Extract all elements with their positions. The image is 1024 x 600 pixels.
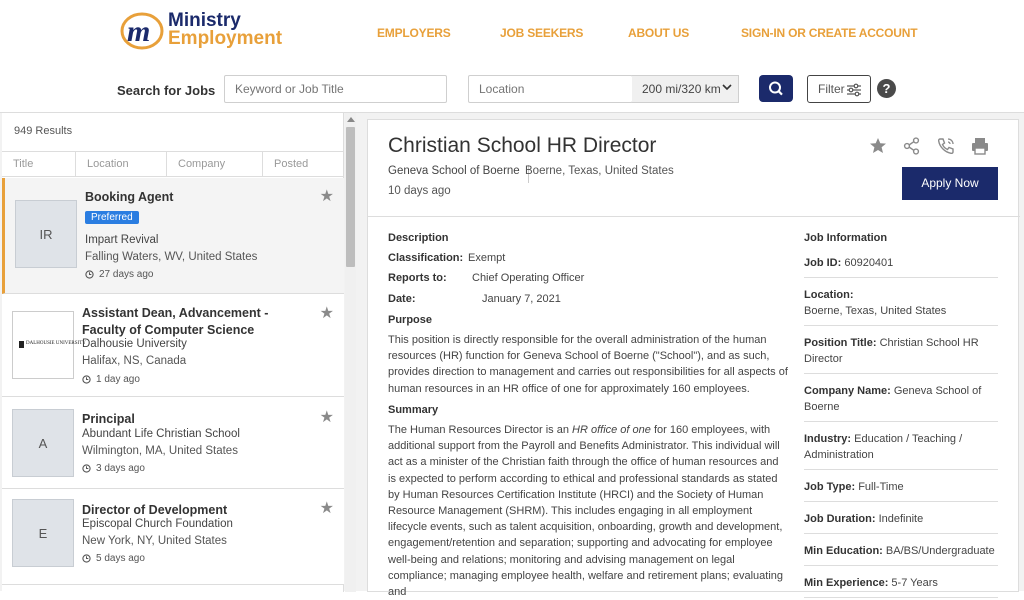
- job-title: Director of Development: [82, 503, 228, 517]
- job-age: 3 days ago: [96, 463, 145, 474]
- svg-text:m: m: [127, 15, 151, 48]
- info-min-experience: Min Experience: 5-7 Years: [804, 566, 998, 598]
- location-input[interactable]: [468, 75, 633, 103]
- star-icon[interactable]: ★: [319, 188, 334, 205]
- info-company-name: Company Name: Geneva School of Boerne: [804, 374, 998, 422]
- job-location: Halifax, NS, Canada: [82, 355, 187, 367]
- job-info-heading: Job Information: [804, 232, 888, 244]
- dalhousie-logo: [12, 311, 86, 379]
- job-company: Episcopal Church Foundation: [82, 518, 233, 530]
- date-label: Date:: [388, 292, 416, 305]
- job-company: Impart Revival: [85, 234, 159, 246]
- nav-employers[interactable]: EMPLOYERS: [377, 26, 451, 40]
- job-card[interactable]: [2, 489, 344, 585]
- search-button[interactable]: [759, 75, 793, 102]
- job-title: Principal: [82, 412, 135, 426]
- results-columns: [2, 151, 344, 177]
- info-position-title: Position Title: Christian School HR Director: [804, 326, 998, 374]
- job-actions: [868, 136, 1004, 156]
- clock-icon: [82, 554, 91, 563]
- job-card[interactable]: [2, 294, 344, 397]
- col-title[interactable]: Title: [2, 152, 76, 176]
- company-initials-avatar: A: [12, 409, 74, 477]
- job-title: Booking Agent: [85, 190, 174, 204]
- company-initials-avatar: IR: [15, 200, 77, 268]
- job-detail: [367, 119, 1019, 599]
- job-detail-title: Christian School HR Director: [388, 134, 657, 157]
- radius-select[interactable]: [632, 75, 739, 103]
- job-company: Dalhousie University: [82, 338, 187, 350]
- site-header: [0, 0, 1024, 66]
- nav-job-seekers[interactable]: JOB SEEKERS: [500, 26, 584, 40]
- info-job-type: Job Type: Full-Time: [804, 470, 998, 502]
- job-description: [388, 230, 788, 600]
- phone-icon[interactable]: [936, 136, 960, 156]
- job-company: Abundant Life Christian School: [82, 428, 240, 440]
- filter-button[interactable]: [807, 75, 871, 103]
- info-job-id: Job ID: 60920401: [804, 246, 998, 278]
- purpose-text: This position is directly responsible for the overall administration of the human resources (HR) function for Geneva School of Boerne ("School"), and as such, provides direction to management and carries out responsibilities for all aspects of human resources in an HR office of one for approximately 160 employees.: [388, 334, 788, 395]
- info-job-duration: Job Duration: Indefinite: [804, 502, 998, 534]
- reports-to-label: Reports to:: [388, 272, 447, 285]
- info-location: Location: Boerne, Texas, United States: [804, 278, 998, 326]
- nav-sign-in[interactable]: SIGN-IN OR CREATE ACCOUNT: [741, 26, 918, 40]
- col-company[interactable]: Company: [167, 152, 263, 176]
- results-list: [2, 113, 344, 592]
- sliders-icon: [847, 84, 861, 96]
- job-detail-company[interactable]: Geneva School of Boerne: [388, 165, 529, 183]
- job-information: [804, 230, 998, 598]
- job-location: New York, NY, United States: [82, 535, 227, 547]
- classification-label: Classification:: [388, 252, 464, 265]
- logo-text: DALHOUSIE UNIVERSITY: [26, 341, 86, 346]
- job-age: 27 days ago: [99, 269, 154, 280]
- logo-line2: Employment: [168, 28, 283, 49]
- job-detail-location: Boerne, Texas, United States: [525, 165, 674, 177]
- col-posted[interactable]: Posted: [274, 158, 309, 170]
- summary-heading: Summary: [388, 403, 439, 416]
- results-count: 949 Results: [14, 125, 73, 137]
- scroll-thumb[interactable]: [346, 127, 355, 267]
- job-location: Falling Waters, WV, United States: [85, 251, 258, 263]
- job-location: Wilmington, MA, United States: [82, 445, 238, 457]
- star-icon[interactable]: [868, 136, 892, 156]
- job-detail-age: 10 days ago: [388, 185, 451, 197]
- job-detail-panel: [358, 112, 1024, 599]
- search-bar: [0, 66, 1024, 112]
- filter-label: Filter: [818, 82, 845, 96]
- help-icon[interactable]: ?: [877, 79, 896, 98]
- search-label: Search for Jobs: [117, 83, 216, 98]
- job-card[interactable]: [2, 397, 344, 489]
- results-panel: [0, 112, 358, 591]
- main-nav: [0, 26, 1024, 42]
- star-icon[interactable]: ★: [319, 409, 334, 426]
- keyword-input[interactable]: [224, 75, 447, 103]
- clock-icon: [82, 375, 91, 384]
- clock-icon: [85, 270, 94, 279]
- radius-value: 200 mi/320 km: [642, 82, 721, 96]
- job-age: 1 day ago: [96, 374, 140, 385]
- company-initials-avatar: E: [12, 499, 74, 567]
- reports-to-value: Chief Operating Officer: [472, 272, 585, 285]
- star-icon[interactable]: ★: [319, 500, 334, 517]
- search-icon: [759, 75, 793, 102]
- description-heading: Description: [388, 232, 449, 244]
- job-card[interactable]: [2, 178, 344, 294]
- summary-text: The Human Resources Director is an HR office of one for 160 employees, with additional support from the Payroll and Benefits Administrator. This individual will act as a minister of the Christian faith through the office of human resources and is expected to perform according to ethical and professional standards as stated by Human Resources Certification Institute (HRCI) and the Society of Human Resource Management (SHRM). This includes engaging in all employment lifecycle events, such as talent acquisition, onboarding, growth and development, engagement/retention and separation; supporting and advocating for employee well-being and relations; monitoring and advising management on legal compliance; managing employee health, welfare and retirement plans; evaluating and: [388, 424, 784, 599]
- clock-icon: [82, 464, 91, 473]
- logo-line1: Ministry: [168, 10, 241, 31]
- apply-now-button[interactable]: Apply Now: [902, 167, 998, 200]
- chevron-down-icon: [722, 82, 732, 95]
- classification-value: Exempt: [468, 252, 506, 265]
- date-value: January 7, 2021: [482, 292, 561, 305]
- star-icon[interactable]: ★: [319, 305, 334, 322]
- nav-about-us[interactable]: ABOUT US: [628, 26, 690, 40]
- results-scrollbar[interactable]: [345, 113, 356, 592]
- col-location[interactable]: Location: [76, 152, 167, 176]
- preferred-badge: Preferred: [85, 211, 139, 224]
- job-age: 5 days ago: [96, 553, 145, 564]
- detail-divider: [368, 216, 1020, 217]
- print-icon[interactable]: [970, 136, 994, 156]
- info-industry: Industry: Education / Teaching / Administration: [804, 422, 998, 470]
- scroll-up-arrow-icon[interactable]: [347, 117, 355, 122]
- job-title: Assistant Dean, Advancement - Faculty of Computer Science: [82, 306, 269, 337]
- purpose-heading: Purpose: [388, 313, 433, 326]
- share-icon[interactable]: [902, 136, 926, 156]
- info-min-education: Min Education: BA/BS/Undergraduate: [804, 534, 998, 566]
